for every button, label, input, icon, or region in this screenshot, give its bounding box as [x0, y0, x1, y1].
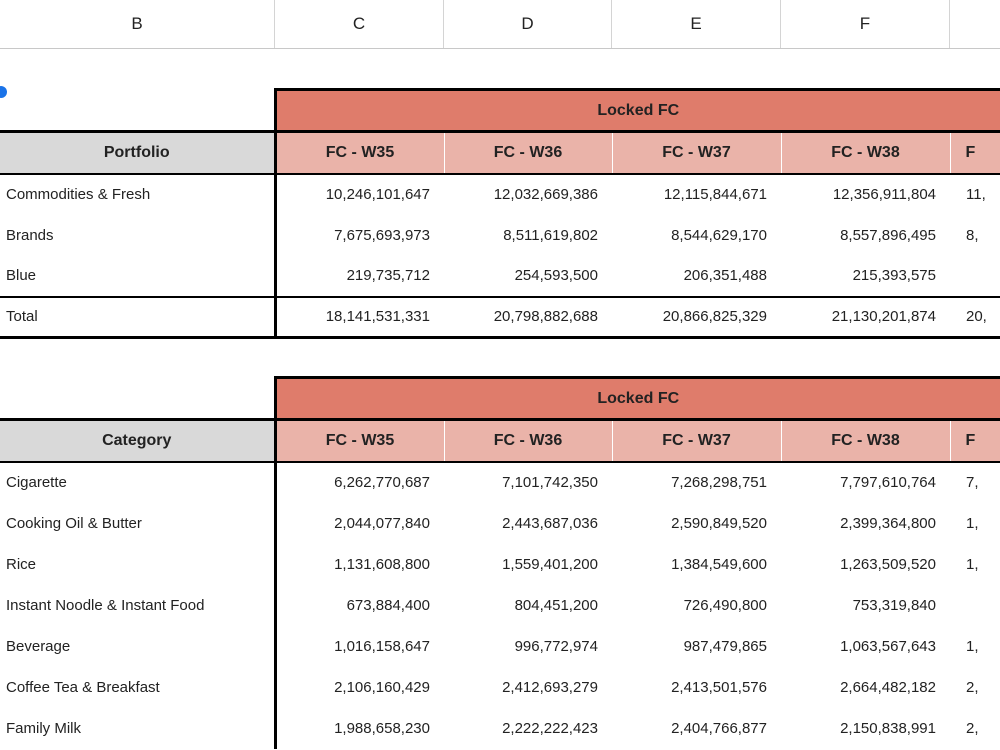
- value-cell[interactable]: 2,664,482,182: [840, 678, 936, 696]
- value-cell[interactable]: 2,399,364,800: [840, 514, 936, 532]
- value-cell[interactable]: 7,: [966, 474, 979, 491]
- value-cell[interactable]: 219,735,712: [346, 267, 430, 284]
- value-cell[interactable]: 1,: [966, 555, 979, 573]
- row-label[interactable]: Brands: [0, 215, 275, 256]
- category-header[interactable]: Category: [0, 420, 275, 462]
- week-header[interactable]: FC - W36: [444, 420, 612, 462]
- locked-fc-header[interactable]: Locked FC: [275, 378, 1000, 420]
- value-cell[interactable]: 2,404,766,877: [671, 719, 767, 737]
- value-cell[interactable]: 1,063,567,643: [840, 637, 936, 655]
- row-label[interactable]: Blue: [0, 256, 275, 297]
- value-cell[interactable]: 206,351,488: [683, 267, 767, 284]
- value-cell[interactable]: 1,988,658,230: [334, 719, 430, 737]
- value-cell[interactable]: 12,356,911,804: [832, 186, 936, 203]
- value-cell[interactable]: 7,268,298,751: [671, 474, 767, 491]
- value-cell[interactable]: 987,479,865: [683, 637, 767, 655]
- row-label[interactable]: Family Milk: [0, 708, 275, 749]
- row-label[interactable]: Coffee Tea & Breakfast: [0, 667, 275, 708]
- week-header[interactable]: FC - W38: [781, 420, 950, 462]
- value-cell[interactable]: 673,884,400: [346, 596, 430, 614]
- week-header[interactable]: FC - W38: [781, 132, 950, 174]
- value-cell[interactable]: 804,451,200: [514, 596, 598, 614]
- value-cell[interactable]: 1,559,401,200: [502, 555, 598, 573]
- table-row: [0, 462, 1000, 503]
- value-cell[interactable]: 753,319,840: [852, 596, 936, 614]
- value-cell[interactable]: 2,222,222,423: [502, 719, 598, 737]
- value-cell[interactable]: 8,544,629,170: [671, 226, 767, 244]
- week-header[interactable]: FC - W37: [612, 420, 781, 462]
- blank-cell[interactable]: [0, 90, 275, 132]
- table-row: [0, 215, 1000, 256]
- value-cell[interactable]: 7,797,610,764: [840, 474, 936, 491]
- table-row: [0, 256, 1000, 297]
- value-cell[interactable]: 215,393,575: [852, 267, 936, 284]
- value-cell[interactable]: 1,131,608,800: [334, 555, 430, 573]
- value-cell[interactable]: 996,772,974: [514, 637, 598, 655]
- column-header-g[interactable]: [950, 0, 1000, 48]
- week-header[interactable]: FC - W36: [444, 132, 612, 174]
- column-header-b[interactable]: B: [0, 0, 275, 48]
- week-header[interactable]: F: [950, 132, 1000, 174]
- value-cell[interactable]: 254,593,500: [514, 267, 598, 284]
- value-cell[interactable]: 2,412,693,279: [502, 678, 598, 696]
- total-value-cell[interactable]: 21,130,201,874: [781, 297, 950, 338]
- value-cell[interactable]: 2,413,501,576: [671, 678, 767, 696]
- value-cell[interactable]: 726,490,800: [683, 596, 767, 614]
- value-cell[interactable]: 2,044,077,840: [334, 514, 430, 532]
- table-row: [0, 667, 1000, 708]
- value-cell[interactable]: 11,: [966, 186, 986, 203]
- portfolio-header[interactable]: Portfolio: [0, 132, 275, 174]
- table-row: [0, 174, 1000, 215]
- value-cell[interactable]: 2,106,160,429: [334, 678, 430, 696]
- week-header[interactable]: F: [950, 420, 1000, 462]
- column-header-d[interactable]: D: [444, 0, 612, 48]
- total-value-cell[interactable]: 20,798,882,688: [444, 297, 612, 338]
- value-cell[interactable]: 12,032,669,386: [493, 186, 598, 203]
- week-header[interactable]: FC - W37: [612, 132, 781, 174]
- value-cell[interactable]: [950, 256, 1000, 297]
- value-cell[interactable]: 7,675,693,973: [334, 226, 430, 244]
- value-cell[interactable]: 12,115,844,671: [663, 186, 767, 203]
- value-cell[interactable]: 8,: [966, 226, 979, 244]
- row-label[interactable]: Cigarette: [0, 462, 275, 503]
- value-cell[interactable]: 8,511,619,802: [503, 226, 598, 244]
- column-header-e[interactable]: E: [612, 0, 781, 48]
- total-label[interactable]: Total: [0, 297, 275, 338]
- row-label[interactable]: Cooking Oil & Butter: [0, 503, 275, 544]
- total-row: [0, 297, 1000, 338]
- row-label[interactable]: Instant Noodle & Instant Food: [0, 585, 275, 626]
- value-cell[interactable]: 2,: [966, 678, 979, 696]
- table-row: [0, 503, 1000, 544]
- total-value-cell[interactable]: 20,: [950, 297, 1000, 338]
- value-cell[interactable]: 2,150,838,991: [840, 719, 936, 737]
- value-cell[interactable]: 2,590,849,520: [671, 514, 767, 532]
- value-cell[interactable]: 1,016,158,647: [334, 637, 430, 655]
- value-cell[interactable]: 10,246,101,647: [325, 186, 430, 203]
- column-header-f[interactable]: F: [781, 0, 950, 48]
- blank-cell[interactable]: [0, 378, 275, 420]
- value-cell[interactable]: 2,: [966, 719, 979, 737]
- value-cell[interactable]: 1,263,509,520: [840, 555, 936, 573]
- value-cell[interactable]: 6,262,770,687: [334, 474, 430, 491]
- row-label[interactable]: Commodities & Fresh: [0, 174, 275, 215]
- column-header-c[interactable]: C: [275, 0, 444, 48]
- row-label[interactable]: Beverage: [0, 626, 275, 667]
- table-row: [0, 626, 1000, 667]
- value-cell[interactable]: 7,101,742,350: [502, 474, 598, 491]
- value-cell[interactable]: 1,384,549,600: [671, 555, 767, 573]
- locked-fc-header[interactable]: Locked FC: [275, 90, 1000, 132]
- table-row: [0, 708, 1000, 749]
- value-cell[interactable]: 2,443,687,036: [502, 514, 598, 532]
- row-label[interactable]: Rice: [0, 544, 275, 585]
- value-cell[interactable]: 1,: [966, 514, 979, 532]
- week-header[interactable]: FC - W35: [275, 132, 444, 174]
- table-row: [0, 544, 1000, 585]
- week-header[interactable]: FC - W35: [275, 420, 444, 462]
- value-cell[interactable]: 1,: [966, 637, 979, 655]
- category-table: [0, 376, 1000, 749]
- total-value-cell[interactable]: 20,866,825,329: [612, 297, 781, 338]
- value-cell[interactable]: 8,557,896,495: [840, 226, 936, 244]
- total-value-cell[interactable]: 18,141,531,331: [275, 297, 444, 338]
- column-header-bar: [0, 0, 1000, 49]
- table-row: [0, 585, 1000, 626]
- portfolio-table: [0, 88, 1000, 339]
- value-cell[interactable]: [950, 585, 1000, 626]
